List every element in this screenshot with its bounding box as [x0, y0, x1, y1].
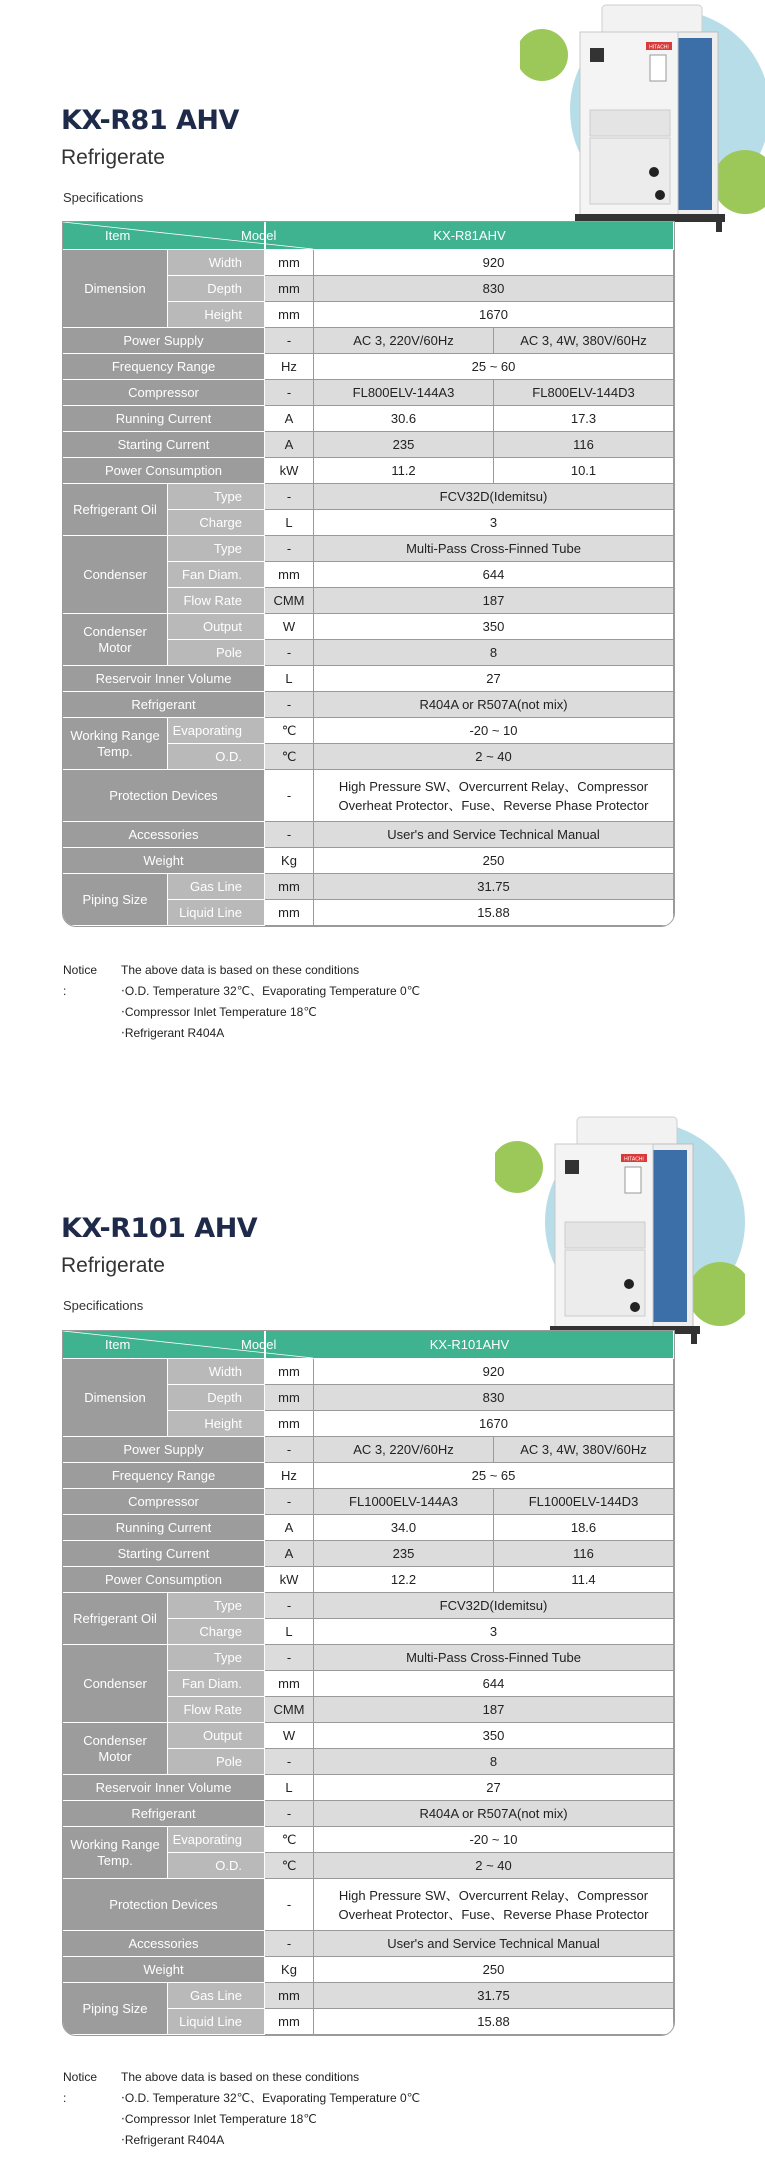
cell-oil: Refrigerant Oil: [63, 484, 168, 536]
cell-run-unit: A: [265, 1515, 314, 1541]
notice-line: ‧Compressor Inlet Temperature 18℃: [121, 1005, 317, 1019]
cell-start-b: 116: [494, 432, 674, 458]
notice-label: Notice :: [63, 963, 98, 998]
cell-wt-unit: Kg: [265, 1957, 314, 1983]
cell-wt-unit: Kg: [265, 848, 314, 874]
cell-prot-unit: -: [265, 1879, 314, 1931]
cell-start-unit: A: [265, 432, 314, 458]
cell-prot-val: [314, 770, 674, 822]
cell-cond: Condenser: [63, 536, 168, 614]
table-row: [63, 536, 674, 562]
cell-oil-type: Type: [168, 484, 265, 510]
cell-motor: Condenser Motor: [63, 1723, 168, 1775]
cell-acc-val: User's and Service Technical Manual: [314, 822, 674, 848]
table-header: [63, 1331, 674, 1359]
table-row: [63, 692, 674, 718]
cell-wr-od: O.D.: [168, 744, 265, 770]
cell-res-unit: L: [265, 1775, 314, 1801]
cell-wt-val: 250: [314, 848, 674, 874]
item-model-header: [63, 222, 277, 250]
header-item: Item: [105, 1337, 131, 1352]
cell-acc: Accessories: [63, 1931, 265, 1957]
cell-pc-unit: kW: [265, 1567, 314, 1593]
cell-wr-evap-val: -20 ~ 10: [314, 718, 674, 744]
cell-cond-type-unit: -: [265, 1645, 314, 1671]
cell-cond-type-unit: -: [265, 536, 314, 562]
cell-cond-flow: Flow Rate: [168, 588, 265, 614]
spec-table: [62, 1330, 675, 2036]
table-row: [63, 380, 674, 406]
cell-height-unit: mm: [265, 1411, 314, 1437]
cell-prot-val: [314, 1879, 674, 1931]
cell-wr-evap: Evaporating: [168, 718, 265, 744]
cell-oil: Refrigerant Oil: [63, 1593, 168, 1645]
cell-pipe-liq-val: 15.88: [314, 900, 674, 926]
cell-cond-fan-val: 644: [314, 562, 674, 588]
cell-freq: Frequency Range: [63, 1463, 265, 1489]
table-row: [63, 1879, 674, 1931]
cell-motor-pole: Pole: [168, 1749, 265, 1775]
cell-comp-b: FL1000ELV-144D3: [494, 1489, 674, 1515]
cell-depth: Depth: [168, 276, 265, 302]
cell-acc: Accessories: [63, 822, 265, 848]
cell-prot-val-2: Overheat Protector、Fuse、Reverse Phase Protector: [338, 797, 649, 813]
table-row: [63, 458, 674, 484]
product-title: KX-R81 AHV: [61, 105, 239, 136]
notice-label: Notice :: [63, 2070, 98, 2105]
cell-pipe-liq-unit: mm: [265, 2009, 314, 2035]
table-row: [63, 1775, 674, 1801]
cell-pipe-liq-unit: mm: [265, 900, 314, 926]
cell-start-b: 116: [494, 1541, 674, 1567]
cell-pipe-liq: Liquid Line: [168, 900, 265, 926]
table-row: [63, 1463, 674, 1489]
notice-line: ‧Refrigerant R404A: [121, 1026, 225, 1040]
cell-motor-out-val: 350: [314, 1723, 674, 1749]
table-row: [63, 406, 674, 432]
cell-dimension: Dimension: [63, 1359, 168, 1437]
cell-cond-flow-val: 187: [314, 588, 674, 614]
cell-comp-unit: -: [265, 380, 314, 406]
cell-depth-unit: mm: [265, 276, 314, 302]
unit-badge-text: HITACHI: [624, 1156, 644, 1163]
cell-pipe-gas-unit: mm: [265, 874, 314, 900]
cell-cond-type: Type: [168, 1645, 265, 1671]
cell-cond-fan-unit: mm: [265, 562, 314, 588]
cell-oil-charge-unit: L: [265, 1619, 314, 1645]
cell-cond-flow-val: 187: [314, 1697, 674, 1723]
cell-motor-out: Output: [168, 1723, 265, 1749]
header-model-label: Model: [241, 228, 277, 243]
table-row: [63, 328, 674, 354]
cell-motor-out: Output: [168, 614, 265, 640]
cell-cond-fan: Fan Diam.: [168, 1671, 265, 1697]
cell-wr-evap-unit: ℃: [265, 1827, 314, 1853]
cell-wr: Working Range Temp.: [63, 718, 168, 770]
cell-start-a: 235: [314, 1541, 494, 1567]
product-title: KX-R101 AHV: [61, 1213, 258, 1244]
cell-ref: Refrigerant: [63, 692, 265, 718]
cell-comp-a: FL1000ELV-144A3: [314, 1489, 494, 1515]
cell-pc: Power Consumption: [63, 458, 265, 484]
cell-prot-val-1: High Pressure SW、Overcurrent Relay、Compressor: [338, 1887, 649, 1903]
table-row: [63, 1983, 674, 2009]
cell-depth-val: 830: [314, 276, 674, 302]
cell-cond-type-val: Multi-Pass Cross-Finned Tube: [314, 536, 674, 562]
table-row: [63, 1723, 674, 1749]
cell-ref-val: R404A or R507A(not mix): [314, 1801, 674, 1827]
table-row: [63, 718, 674, 744]
cell-cond-type-val: Multi-Pass Cross-Finned Tube: [314, 1645, 674, 1671]
table-row: [63, 1515, 674, 1541]
cell-comp-unit: -: [265, 1489, 314, 1515]
table-row: [63, 614, 674, 640]
cell-oil-charge: Charge: [168, 1619, 265, 1645]
cell-res-unit: L: [265, 666, 314, 692]
table-row: [63, 1541, 674, 1567]
cell-motor-pole-val: 8: [314, 640, 674, 666]
cell-oil-type-unit: -: [265, 484, 314, 510]
table-row: [63, 874, 674, 900]
cell-oil-charge-unit: L: [265, 510, 314, 536]
cell-ref-val: R404A or R507A(not mix): [314, 692, 674, 718]
notice-line: The above data is based on these conditions: [121, 963, 360, 977]
cell-oil-type: Type: [168, 1593, 265, 1619]
cell-wr-evap-unit: ℃: [265, 718, 314, 744]
cell-power-unit: -: [265, 1437, 314, 1463]
notice-line: ‧O.D. Temperature 32℃、Evaporating Temperature 0℃: [121, 2091, 421, 2105]
cell-wr-od-val: 2 ~ 40: [314, 744, 674, 770]
notice-line: ‧Compressor Inlet Temperature 18℃: [121, 2112, 317, 2126]
cell-pipe: Piping Size: [63, 1983, 168, 2035]
table-row: [63, 1593, 674, 1619]
cell-freq-val: 25 ~ 65: [314, 1463, 674, 1489]
cell-pipe: Piping Size: [63, 874, 168, 926]
notice-line: The above data is based on these conditions: [121, 2070, 360, 2084]
cell-oil-type-val: FCV32D(Idemitsu): [314, 484, 674, 510]
unit-badge-text: HITACHI: [649, 44, 669, 51]
cell-acc-val: User's and Service Technical Manual: [314, 1931, 674, 1957]
cell-power-a: AC 3, 220V/60Hz: [314, 1437, 494, 1463]
cell-cond-type: Type: [168, 536, 265, 562]
notice-text: [121, 2067, 420, 2151]
table-row: [63, 666, 674, 692]
cell-cond-fan: Fan Diam.: [168, 562, 265, 588]
cell-wt: Weight: [63, 1957, 265, 1983]
cell-oil-charge-val: 3: [314, 510, 674, 536]
cell-height: Height: [168, 1411, 265, 1437]
notice-line: ‧Refrigerant R404A: [121, 2133, 225, 2147]
cell-run: Running Current: [63, 406, 265, 432]
cell-power: Power Supply: [63, 328, 265, 354]
cell-depth: Depth: [168, 1385, 265, 1411]
cell-motor-pole-unit: -: [265, 1749, 314, 1775]
cell-height-val: 1670: [314, 1411, 674, 1437]
header-model: KX-R101AHV: [265, 1331, 674, 1359]
table-row: [63, 770, 674, 822]
cell-comp-a: FL800ELV-144A3: [314, 380, 494, 406]
specifications-label: Specifications: [63, 1298, 144, 1313]
cell-width: Width: [168, 1359, 265, 1385]
cell-cond-fan-unit: mm: [265, 1671, 314, 1697]
table-row: [63, 1801, 674, 1827]
cell-pipe-gas-unit: mm: [265, 1983, 314, 2009]
product-subtitle: Refrigerate: [61, 146, 165, 169]
cell-motor-pole-unit: -: [265, 640, 314, 666]
table-row: [63, 1931, 674, 1957]
cell-height: Height: [168, 302, 265, 328]
cell-wr-evap-val: -20 ~ 10: [314, 1827, 674, 1853]
cell-depth-val: 830: [314, 1385, 674, 1411]
cell-wr-od-val: 2 ~ 40: [314, 1853, 674, 1879]
table-row: [63, 1645, 674, 1671]
cell-height-val: 1670: [314, 302, 674, 328]
cell-cond-flow-unit: CMM: [265, 588, 314, 614]
cell-width-unit: mm: [265, 250, 314, 276]
cell-freq-val: 25 ~ 60: [314, 354, 674, 380]
cell-ref-unit: -: [265, 1801, 314, 1827]
table-row: [63, 1827, 674, 1853]
table-header: [63, 222, 674, 250]
cell-pipe-gas-val: 31.75: [314, 874, 674, 900]
cell-pc: Power Consumption: [63, 1567, 265, 1593]
notice-line: ‧O.D. Temperature 32℃、Evaporating Temperature 0℃: [121, 984, 421, 998]
table-row: [63, 1359, 674, 1385]
cell-start: Starting Current: [63, 1541, 265, 1567]
cell-pipe-liq: Liquid Line: [168, 2009, 265, 2035]
table-row: [63, 250, 674, 276]
cell-freq-unit: Hz: [265, 354, 314, 380]
spec-table: [62, 221, 675, 927]
cell-run-a: 30.6: [314, 406, 494, 432]
cell-width-unit: mm: [265, 1359, 314, 1385]
cell-wr-od-unit: ℃: [265, 744, 314, 770]
cell-power-a: AC 3, 220V/60Hz: [314, 328, 494, 354]
cell-width: Width: [168, 250, 265, 276]
cell-ref: Refrigerant: [63, 1801, 265, 1827]
cell-cond-fan-val: 644: [314, 1671, 674, 1697]
cell-pc-a: 12.2: [314, 1567, 494, 1593]
cell-wr: Working Range Temp.: [63, 1827, 168, 1879]
cell-power: Power Supply: [63, 1437, 265, 1463]
table-row: [63, 1489, 674, 1515]
cell-oil-charge-val: 3: [314, 1619, 674, 1645]
cell-comp-b: FL800ELV-144D3: [494, 380, 674, 406]
cell-wr-od-unit: ℃: [265, 1853, 314, 1879]
cell-run: Running Current: [63, 1515, 265, 1541]
cell-ref-unit: -: [265, 692, 314, 718]
cell-width-val: 920: [314, 250, 674, 276]
cell-pc-unit: kW: [265, 458, 314, 484]
cell-pipe-gas: Gas Line: [168, 1983, 265, 2009]
cell-run-a: 34.0: [314, 1515, 494, 1541]
cell-width-val: 920: [314, 1359, 674, 1385]
cell-motor-out-unit: W: [265, 614, 314, 640]
cell-motor-out-unit: W: [265, 1723, 314, 1749]
cell-start: Starting Current: [63, 432, 265, 458]
cell-wr-od: O.D.: [168, 1853, 265, 1879]
cell-wr-evap: Evaporating: [168, 1827, 265, 1853]
table-row: [63, 1567, 674, 1593]
cell-power-b: AC 3, 4W, 380V/60Hz: [494, 328, 674, 354]
notice-text: [121, 960, 420, 1044]
cell-cond: Condenser: [63, 1645, 168, 1723]
item-model-header: [63, 1331, 277, 1359]
header-model: KX-R81AHV: [265, 222, 674, 250]
cell-prot-val-1: High Pressure SW、Overcurrent Relay、Compressor: [338, 778, 649, 794]
cell-run-unit: A: [265, 406, 314, 432]
condensing-unit-image: [520, 0, 765, 235]
cell-wt: Weight: [63, 848, 265, 874]
table-row: [63, 1437, 674, 1463]
specifications-label: Specifications: [63, 190, 144, 205]
table-row: [63, 1957, 674, 1983]
header-item: Item: [105, 228, 131, 243]
cell-run-b: 18.6: [494, 1515, 674, 1541]
cell-height-unit: mm: [265, 302, 314, 328]
header-model-label: Model: [241, 1337, 277, 1352]
cell-oil-type-unit: -: [265, 1593, 314, 1619]
table-row: [63, 432, 674, 458]
cell-cond-flow-unit: CMM: [265, 1697, 314, 1723]
cell-pc-b: 10.1: [494, 458, 674, 484]
cell-oil-charge: Charge: [168, 510, 265, 536]
cell-motor-pole: Pole: [168, 640, 265, 666]
cell-acc-unit: -: [265, 1931, 314, 1957]
cell-prot-val-2: Overheat Protector、Fuse、Reverse Phase Protector: [338, 1906, 649, 1922]
cell-motor-pole-val: 8: [314, 1749, 674, 1775]
cell-acc-unit: -: [265, 822, 314, 848]
cell-pipe-gas: Gas Line: [168, 874, 265, 900]
cell-prot: Protection Devices: [63, 1879, 265, 1931]
condensing-unit-image: [495, 1112, 745, 1347]
cell-freq: Frequency Range: [63, 354, 265, 380]
cell-wt-val: 250: [314, 1957, 674, 1983]
table-row: [63, 354, 674, 380]
cell-motor: Condenser Motor: [63, 614, 168, 666]
cell-power-b: AC 3, 4W, 380V/60Hz: [494, 1437, 674, 1463]
cell-depth-unit: mm: [265, 1385, 314, 1411]
cell-prot: Protection Devices: [63, 770, 265, 822]
product-subtitle: Refrigerate: [61, 1254, 165, 1277]
cell-pipe-liq-val: 15.88: [314, 2009, 674, 2035]
cell-comp: Compressor: [63, 380, 265, 406]
table-row: [63, 822, 674, 848]
cell-pipe-gas-val: 31.75: [314, 1983, 674, 2009]
cell-prot-unit: -: [265, 770, 314, 822]
cell-res-val: 27: [314, 666, 674, 692]
cell-run-b: 17.3: [494, 406, 674, 432]
cell-motor-out-val: 350: [314, 614, 674, 640]
cell-start-a: 235: [314, 432, 494, 458]
table-row: [63, 848, 674, 874]
cell-res: Reservoir Inner Volume: [63, 1775, 265, 1801]
cell-res-val: 27: [314, 1775, 674, 1801]
cell-pc-a: 11.2: [314, 458, 494, 484]
cell-cond-flow: Flow Rate: [168, 1697, 265, 1723]
table-row: [63, 484, 674, 510]
cell-res: Reservoir Inner Volume: [63, 666, 265, 692]
cell-dimension: Dimension: [63, 250, 168, 328]
cell-oil-type-val: FCV32D(Idemitsu): [314, 1593, 674, 1619]
cell-pc-b: 11.4: [494, 1567, 674, 1593]
cell-freq-unit: Hz: [265, 1463, 314, 1489]
cell-comp: Compressor: [63, 1489, 265, 1515]
cell-start-unit: A: [265, 1541, 314, 1567]
cell-power-unit: -: [265, 328, 314, 354]
